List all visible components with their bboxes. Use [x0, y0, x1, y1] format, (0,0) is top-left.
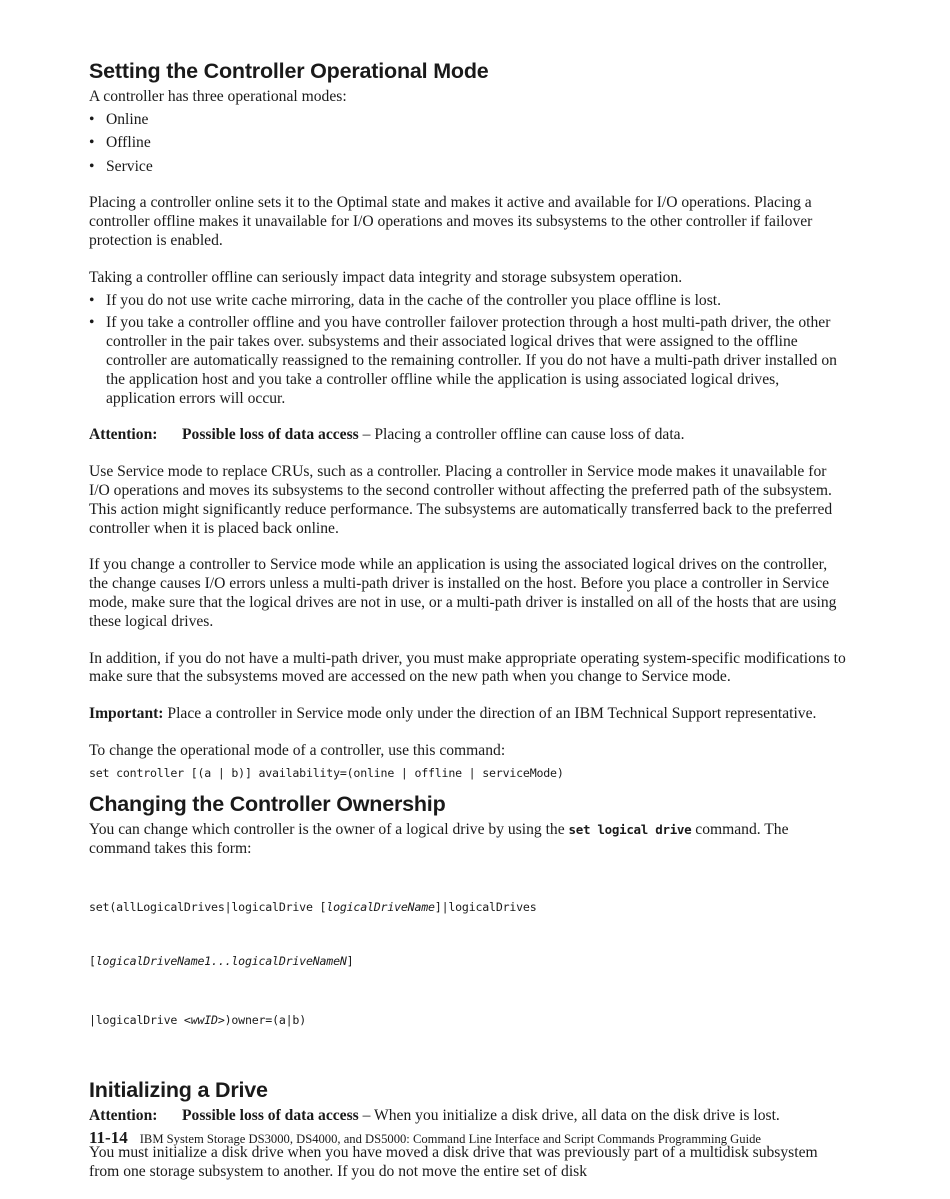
attention-bold: Possible loss of data access [182, 426, 359, 444]
document-page [89, 58, 849, 1182]
page-number: 11-14 [89, 1128, 128, 1147]
modes-list [89, 111, 849, 177]
code-line: [logicalDriveName1...logicalDriveNameN] [89, 954, 354, 969]
code-line: set(allLogicalDrives|logicalDrive [logicalDriveName]|logicalDrives [89, 900, 537, 915]
paragraph: Placing a controller online sets it to the Optimal state and makes it active and available for I/O operations. Placing a controller offline makes it unavailable for I/O operations and moves its subsystems to the other controller if failover protection is enabled. [89, 194, 813, 249]
important-text: Place a controller in Service mode only under the direction of an IBM Technical Support representative. [163, 705, 817, 723]
attention-notice [89, 1107, 849, 1126]
paragraph: Taking a controller offline can seriously impact data integrity and storage subsystem operation. [89, 268, 683, 286]
attention-text: – Placing a controller offline can cause loss of data. [358, 426, 685, 444]
footer-title: IBM System Storage DS3000, DS4000, and DS5000: Command Line Interface and Script Commands Programming Guide [139, 1132, 761, 1146]
section-heading-controller-ownership: Changing the Controller Ownership [89, 791, 446, 816]
list-item: • If you take a controller offline and you have controller failover protection through a host multi-path driver, the other controller in the pair takes over. subsystems and their associated logical drives that were assigned to the offline controller are automatically reassigned to the remaining controller. If you do not have a multi-path driver installed on the application host and you take a controller offline while the application is using associated logical drives, application errors will occur. [89, 314, 837, 407]
list-item: • If you do not use write cache mirroring, data in the cache of the controller you place offline is lost. [89, 291, 722, 309]
paragraph: In addition, if you do not have a multi-path driver, you must make appropriate operating system-specific modifications to make sure that the subsystems moved are accessed on the new path when you change to Service mode. [89, 649, 846, 686]
section-heading-initializing-drive: Initializing a Drive [89, 1078, 268, 1103]
impact-list [89, 292, 849, 409]
paragraph: You must initialize a disk drive when you have moved a disk drive that was previously part of a multidisk subsystem from one storage subsystem to another. If you do not move the entire set of disk [89, 1144, 818, 1180]
attention-bold: Possible loss of data access [182, 1107, 359, 1125]
section-heading-operational-mode: Setting the Controller Operational Mode [89, 59, 489, 83]
code-line: |logicalDrive <wwID>)owner=(a|b) [89, 1013, 306, 1028]
important-label: Important: [89, 705, 164, 723]
list-item: • Offline [89, 134, 151, 152]
attention-notice [89, 426, 849, 445]
page-footer [89, 1128, 869, 1148]
attention-label: Attention: [89, 1107, 158, 1125]
list-item: • Service [89, 157, 153, 175]
intro-paragraph: A controller has three operational modes: [89, 88, 347, 105]
attention-text: – When you initialize a disk drive, all data on the disk drive is lost. [358, 1107, 780, 1125]
important-notice [89, 705, 849, 724]
paragraph: If you change a controller to Service mode while an application is using the associated logical drives on the controller, the change causes I/O errors unless a multi-path driver is installed on the host. Before you place a controller in Service mode, make sure that the logical drives are not in use, or a multi-path driver is installed on all of the hosts that are using these logical drives. [89, 556, 837, 630]
attention-label: Attention: [89, 426, 158, 444]
command-syntax: set controller [(a | b)] availability=(online | offline | serviceMode) [89, 765, 564, 780]
paragraph: Use Service mode to replace CRUs, such as a controller. Placing a controller in Service mode makes it unavailable for I/O operations and moves its subsystems to the second controller without affecting the preferred path of the subsystem. This action might significantly reduce performance. The subsystems are automatically transferred back to the preferred controller when it is placed back online. [89, 463, 833, 537]
paragraph: To change the operational mode of a controller, use this command: [89, 741, 506, 759]
paragraph: You can change which controller is the owner of a logical drive by using the set logical drive command. The command takes this form: [89, 820, 789, 857]
command-syntax-block [89, 862, 849, 1065]
list-item: • Online [89, 110, 149, 128]
inline-command: set logical drive [568, 821, 692, 837]
